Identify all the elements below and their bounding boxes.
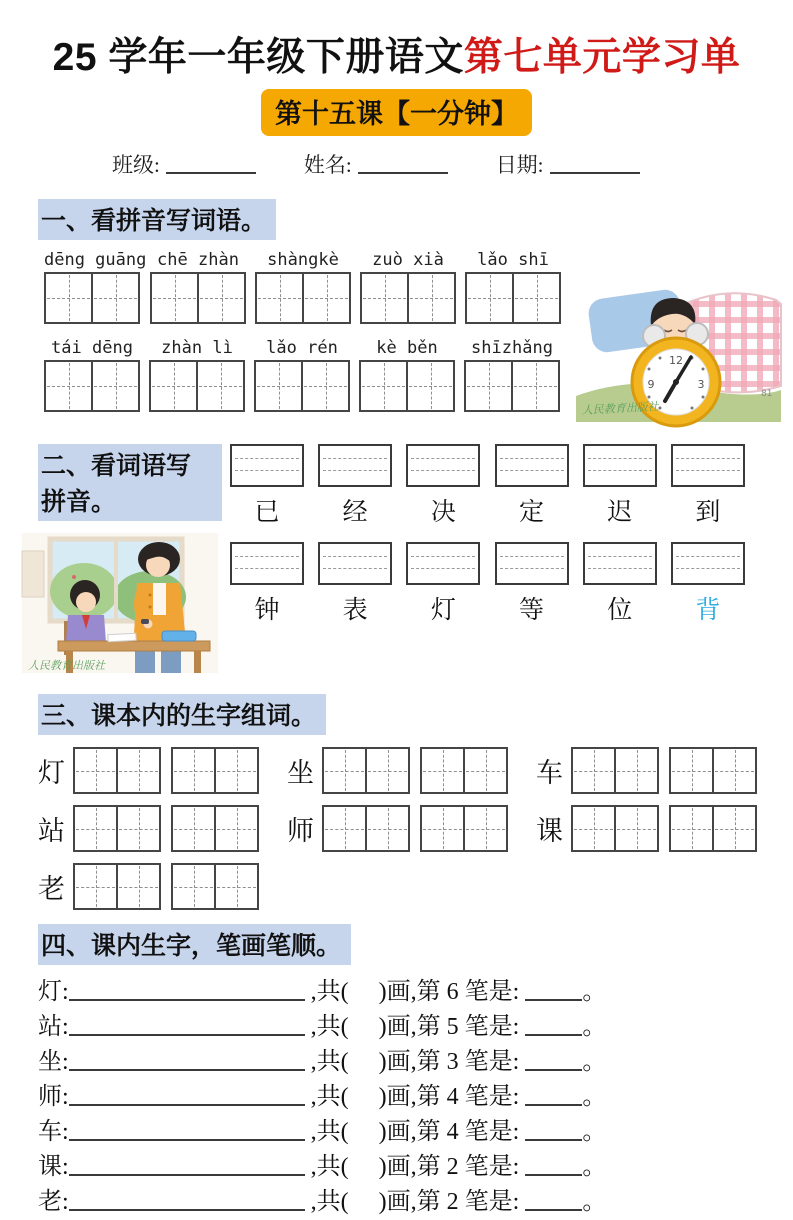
sleeping-boy-clock-illustration: [576, 264, 781, 422]
answer-blank-short: [525, 1118, 582, 1141]
pinyin-label: lǎo shī: [477, 250, 549, 270]
tianzige-cell: [46, 362, 91, 410]
stroke-order-line: [38, 1010, 793, 1045]
date-field: [496, 149, 640, 179]
answer-blank-short: [525, 1153, 582, 1176]
tianzige-cell: [173, 807, 214, 850]
line-text: )画,第 4 笔是:: [378, 1119, 526, 1145]
pinyin-word-row: [44, 338, 568, 412]
character-row: [230, 492, 745, 528]
tianzige-cell: [466, 362, 511, 410]
character-label: 老:: [38, 1189, 69, 1215]
character-label: 位: [607, 597, 633, 624]
tianzige-cell: [406, 362, 453, 410]
tianzige-grid: [464, 360, 560, 412]
word-building-group: [38, 863, 259, 910]
section1-content: [44, 250, 793, 426]
character-row: [230, 590, 745, 626]
character-label: 灯:: [38, 979, 69, 1005]
tianzige-cell: [463, 807, 506, 850]
name-label: 姓名:: [303, 153, 352, 177]
tianzige-grid: [669, 747, 757, 794]
section4-heading: 四、课内生字，笔画笔顺。: [38, 924, 351, 965]
pinyin-word-group: [360, 250, 456, 324]
tianzige-grid: [669, 805, 757, 852]
pinyin-word-rows: [44, 250, 568, 426]
clock-number-3: 3: [697, 378, 705, 391]
tianzige-grid: [465, 272, 561, 324]
tianzige-cell: [712, 749, 755, 792]
tianzige-grid: [420, 805, 508, 852]
date-blank: [550, 154, 640, 174]
tianzige-cell: [116, 807, 159, 850]
tianzige-cell: [75, 865, 116, 908]
word-building-group: [287, 747, 508, 794]
tianzige-cell: [573, 749, 614, 792]
pinyin-word-group: [149, 338, 245, 412]
pinyin-word-row: [44, 250, 568, 324]
stroke-order-line: [38, 1115, 793, 1150]
pencil-case: [162, 631, 196, 641]
character-label: 课: [536, 816, 563, 846]
pinyin-word-group: [255, 250, 351, 324]
pinyin-word-group: [465, 250, 561, 324]
pinyin-label: shīzhǎng: [471, 338, 553, 358]
line-text: ,共(: [304, 979, 349, 1005]
section1-heading: 一、看拼音写词语。: [38, 199, 276, 240]
character-label: 定: [519, 499, 545, 526]
worksheet-page: [0, 26, 793, 1215]
stroke-order-line: [38, 1150, 793, 1185]
answer-blank-short: [525, 1188, 582, 1211]
word-building-group: [38, 747, 259, 794]
tianzige-cell: [614, 749, 657, 792]
line-text: ,共(: [304, 1049, 349, 1075]
stroke-order-line: [38, 975, 793, 1010]
tianzige-cell: [422, 749, 463, 792]
pinyin-label: dēng guāng: [44, 250, 147, 270]
tianzige-cell: [463, 749, 506, 792]
character-label: 灯: [430, 597, 456, 624]
pinyin-writebox: [230, 542, 304, 585]
pinyin-label: zuò xià: [372, 250, 444, 270]
tianzige-grid: [255, 272, 351, 324]
publisher-watermark: 人民教育出版社: [581, 399, 660, 417]
pinyin-writebox: [583, 542, 657, 585]
pinyin-word-group: [44, 338, 140, 412]
line-text: 。: [582, 1154, 607, 1180]
page-title: [0, 26, 793, 82]
line-text: 。: [582, 1119, 607, 1145]
character-label: 站:: [38, 1014, 69, 1040]
tianzige-grid: [149, 360, 245, 412]
answer-blank-long: [69, 1153, 305, 1176]
word-building-group: [536, 805, 757, 852]
tianzige-grid: [73, 863, 161, 910]
line-text: 。: [582, 1049, 607, 1075]
pinyin-writebox-row: [230, 444, 745, 487]
pinyin-writebox: [495, 542, 569, 585]
character-label: 师:: [38, 1084, 69, 1110]
paper-on-desk: [108, 633, 136, 641]
tianzige-cell: [75, 807, 116, 850]
line-text: ,共(: [304, 1014, 349, 1040]
tianzige-cell: [116, 749, 159, 792]
page-title-red: 第七单元学习单: [463, 36, 741, 79]
tianzige-cell: [214, 865, 257, 908]
tianzige-grid: [360, 272, 456, 324]
tianzige-cell: [573, 807, 614, 850]
tianzige-grid: [571, 805, 659, 852]
stroke-order-line: [38, 1185, 793, 1220]
character-label: 表: [342, 597, 368, 624]
stroke-order-line: [38, 1045, 793, 1080]
pinyin-writebox: [406, 542, 480, 585]
tianzige-cell: [422, 807, 463, 850]
character-label: 迟: [607, 499, 633, 526]
line-text: )画,第 3 笔是:: [378, 1049, 526, 1075]
pinyin-label: zhàn lì: [161, 338, 233, 358]
answer-blank-long: [69, 1083, 305, 1106]
character-label: 车: [536, 758, 563, 788]
section2-content: [0, 444, 793, 678]
pinyin-writebox: [406, 444, 480, 487]
answer-blank-short: [525, 1013, 582, 1036]
tianzige-grid: [73, 747, 161, 794]
answer-blank-long: [69, 978, 305, 1001]
tianzige-grid: [44, 360, 140, 412]
pinyin-writebox: [318, 542, 392, 585]
word-building-row: [38, 805, 793, 852]
tianzige-grid: [171, 805, 259, 852]
line-text: )画,第 5 笔是:: [378, 1014, 526, 1040]
pinyin-writebox: [671, 542, 745, 585]
name-field: [304, 149, 448, 179]
tianzige-grid: [322, 805, 410, 852]
character-label: 坐:: [38, 1049, 69, 1075]
tianzige-cell: [361, 362, 406, 410]
wristwatch: [141, 619, 149, 624]
pinyin-writebox: [318, 444, 392, 487]
answer-blank-long: [69, 1048, 305, 1071]
character-label: 站: [38, 816, 65, 846]
tianzige-cell: [362, 274, 407, 322]
line-text: )画,第 6 笔是:: [378, 979, 526, 1005]
tianzige-grid: [73, 805, 161, 852]
tianzige-cell: [91, 362, 138, 410]
answer-blank-short: [525, 1083, 582, 1106]
tianzige-grid: [322, 747, 410, 794]
date-label: 日期:: [495, 153, 544, 177]
tianzige-cell: [152, 274, 197, 322]
line-text: ,共(: [304, 1084, 349, 1110]
pinyin-word-group: [150, 250, 246, 324]
tianzige-cell: [671, 807, 712, 850]
tianzige-cell: [302, 274, 349, 322]
tianzige-cell: [196, 362, 243, 410]
pinyin-writebox: [583, 444, 657, 487]
tianzige-cell: [671, 749, 712, 792]
wall-poster: [22, 551, 44, 597]
line-text: 。: [582, 1189, 607, 1215]
answer-blank-long: [69, 1188, 305, 1211]
line-text: ,共(: [304, 1119, 349, 1145]
answer-blank-short: [525, 1048, 582, 1071]
stroke-order-line: [38, 1080, 793, 1115]
tianzige-grid: [44, 272, 140, 324]
tianzige-cell: [197, 274, 244, 322]
section2-heading: 二、看词语写拼音。: [38, 444, 222, 521]
tianzige-cell: [46, 274, 91, 322]
tianzige-grid: [171, 863, 259, 910]
tianzige-cell: [407, 274, 454, 322]
answer-blank-long: [69, 1118, 305, 1141]
pinyin-label: shàngkè: [267, 250, 339, 270]
character-label: 师: [287, 816, 314, 846]
tianzige-cell: [173, 749, 214, 792]
tianzige-grid: [571, 747, 659, 794]
tianzige-cell: [614, 807, 657, 850]
tianzige-cell: [467, 274, 512, 322]
tianzige-cell: [511, 362, 558, 410]
page-title-black: 25 学年一年级下册语文: [52, 36, 464, 79]
teacher-student-illustration: [22, 533, 218, 673]
section3-heading: 三、课本内的生字组词。: [38, 694, 326, 735]
class-field: [112, 149, 256, 179]
pinyin-writebox-rows: [230, 444, 745, 640]
word-building-group: [287, 805, 508, 852]
clock-number-9: 9: [647, 378, 655, 391]
tianzige-grid: [420, 747, 508, 794]
tianzige-grid: [359, 360, 455, 412]
tianzige-cell: [116, 865, 159, 908]
character-label: 到: [695, 499, 721, 526]
tianzige-grid: [171, 747, 259, 794]
character-label: 钟: [254, 597, 280, 624]
class-blank: [166, 154, 256, 174]
pinyin-word-group: [254, 338, 350, 412]
pinyin-label: kè běn: [376, 338, 438, 358]
tianzige-grid: [254, 360, 350, 412]
class-label: 班级:: [112, 153, 160, 177]
character-label: 经: [342, 499, 368, 526]
tianzige-cell: [173, 865, 214, 908]
pinyin-label: chē zhàn: [157, 250, 239, 270]
line-text: 。: [582, 1014, 607, 1040]
tianzige-cell: [256, 362, 301, 410]
character-label: 坐: [287, 758, 314, 788]
lesson-badge: 第十五课【一分钟】: [261, 89, 532, 136]
character-label: 背: [695, 597, 721, 624]
tianzige-cell: [512, 274, 559, 322]
pinyin-word-group: [359, 338, 455, 412]
pinyin-word-group: [44, 250, 147, 324]
pinyin-writebox-row: [230, 542, 745, 585]
tianzige-cell: [214, 807, 257, 850]
line-text: ,共(: [304, 1154, 349, 1180]
word-building-group: [38, 805, 259, 852]
name-blank: [358, 154, 448, 174]
pinyin-writebox: [495, 444, 569, 487]
page-corner-number: 81: [761, 389, 773, 399]
pinyin-word-group: [464, 338, 560, 412]
tianzige-cell: [214, 749, 257, 792]
character-label: 决: [430, 499, 456, 526]
answer-blank-long: [69, 1013, 305, 1036]
line-text: 。: [582, 979, 607, 1005]
character-label: 课:: [38, 1154, 69, 1180]
character-label: 灯: [38, 758, 65, 788]
tianzige-cell: [365, 749, 408, 792]
publisher-watermark: 人民教育出版社: [28, 659, 105, 672]
clock-number-12: 12: [669, 354, 683, 367]
pinyin-label: tái dēng: [51, 338, 133, 358]
word-building-rows: [0, 747, 793, 910]
tianzige-cell: [324, 749, 365, 792]
tianzige-cell: [91, 274, 138, 322]
character-label: 车:: [38, 1119, 69, 1145]
character-label: 已: [254, 499, 280, 526]
line-text: 。: [582, 1084, 607, 1110]
pinyin-writebox: [671, 444, 745, 487]
word-building-row: [38, 863, 793, 910]
tianzige-cell: [151, 362, 196, 410]
stroke-order-lines: [0, 975, 793, 1220]
character-label: 老: [38, 874, 65, 904]
tianzige-cell: [257, 274, 302, 322]
tianzige-cell: [365, 807, 408, 850]
tianzige-cell: [712, 807, 755, 850]
pinyin-writebox: [230, 444, 304, 487]
tianzige-cell: [301, 362, 348, 410]
line-text: ,共(: [304, 1189, 349, 1215]
tianzige-grid: [150, 272, 246, 324]
character-label: 等: [519, 597, 545, 624]
answer-blank-short: [525, 978, 582, 1001]
clock-center-dot: [673, 379, 679, 385]
student-info-row: [112, 149, 793, 179]
tianzige-cell: [75, 749, 116, 792]
line-text: )画,第 2 笔是:: [378, 1189, 526, 1215]
pinyin-label: lǎo rén: [266, 338, 338, 358]
line-text: )画,第 4 笔是:: [378, 1084, 526, 1110]
word-building-group: [536, 747, 757, 794]
word-building-row: [38, 747, 793, 794]
tianzige-cell: [324, 807, 365, 850]
line-text: )画,第 2 笔是:: [378, 1154, 526, 1180]
